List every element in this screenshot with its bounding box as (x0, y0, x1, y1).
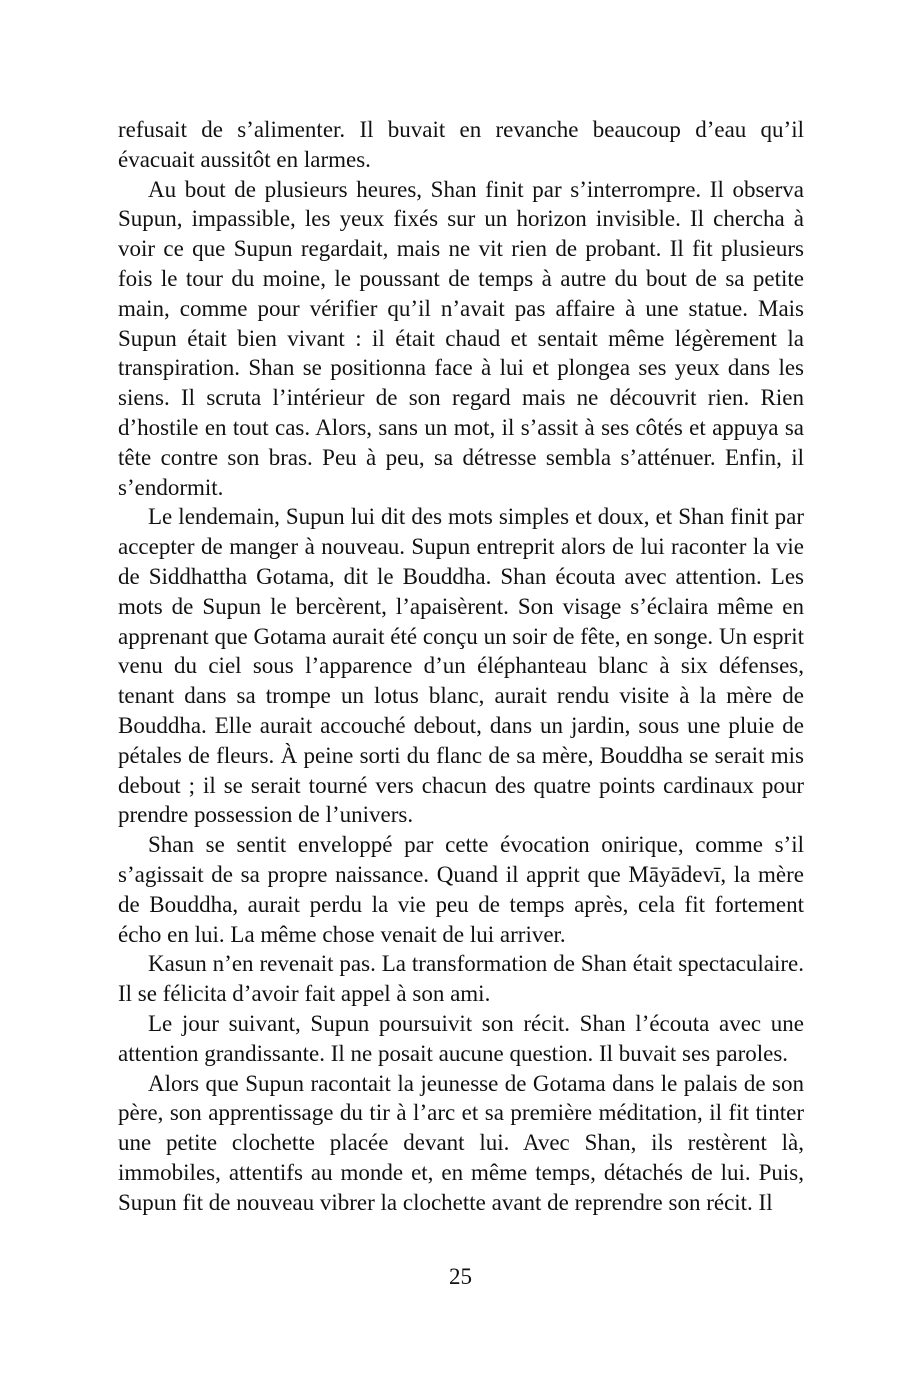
paragraph-5: Kasun n’en revenait pas. La transformation de Shan était spectaculaire. Il se félicita d’avoir fait appel à son ami. (118, 951, 804, 1007)
paragraph-1: refusait de s’alimenter. Il buvait en revanche beaucoup d’eau qu’il évacuait aussitôt en larmes. (118, 117, 804, 172)
paragraph-3: Le lendemain, Supun lui dit des mots simples et doux, et Shan finit par accepter de manger à nouveau. Supun entreprit alors de lui raconter la vie de Siddhattha Gotama, dit le Bouddha. Shan écouta avec attention. Les mots de Supun le bercèrent, l’apaisèrent. Son visage s’éclaira même en apprenant que Gotama aurait été conçu un soir de fête, en songe. Un esprit venu du ciel sous l’apparence d’un éléphanteau blanc à six défenses, tenant dans sa trompe un lotus blanc, aurait rendu visite à la mère de Bouddha. Elle aurait accouché debout, dans un jardin, sous une pluie de pétales de fleurs. À peine sorti du flanc de sa mère, Bouddha se serait mis debout ; il se serait tourné vers chacun des quatre points cardinaux pour prendre possession de l’univers. (118, 504, 804, 828)
paragraph-4: Shan se sentit enveloppé par cette évocation onirique, comme s’il s’agissait de sa propre naissance. Quand il apprit que Māyādevī, la mère de Bouddha, aurait perdu la vie peu de temps après, cela fit fortement écho en lui. La même chose venait de lui arriver. (118, 832, 804, 947)
paragraph-6: Le jour suivant, Supun poursuivit son récit. Shan l’écouta avec une attention grandissante. Il ne posait aucune question. Il buvait ses paroles. (118, 1010, 804, 1066)
page-number: 25 (449, 1264, 472, 1289)
page-body (118, 115, 804, 1217)
paragraph-7: Alors que Supun racontait la jeunesse de Gotama dans le palais de son père, son apprentissage du tir à l’arc et sa première méditation, il fit tinter une petite clochette placée devant lui. Avec Shan, ils restèrent là, immobiles, attentifs au monde et, en même temps, détachés de lui. Puis, Supun fit de nouveau vibrer la clochette avant de reprendre son récit. Il (118, 1070, 804, 1215)
paragraph-2: Au bout de plusieurs heures, Shan finit par s’interrompre. Il observa Supun, impassible, les yeux fixés sur un horizon invisible. Il chercha à voir ce que Supun regardait, mais ne vit rien de probant. Il fit plusieurs fois le tour du moine, le poussant de temps à autre du bout de sa petite main, comme pour vérifier qu’il n’avait pas affaire à une statue. Mais Supun était bien vivant : il était chaud et sentait même légèrement la transpiration. Shan se positionna face à lui et plongea ses yeux dans les siens. Il scruta l’intérieur de son regard mais ne découvrit rien. Rien d’hostile en tout cas. Alors, sans un mot, il s’assit à ses côtés et appuya sa tête contre son bras. Peu à peu, sa détresse sembla s’atténuer. Enfin, il s’endormit. (118, 176, 804, 500)
